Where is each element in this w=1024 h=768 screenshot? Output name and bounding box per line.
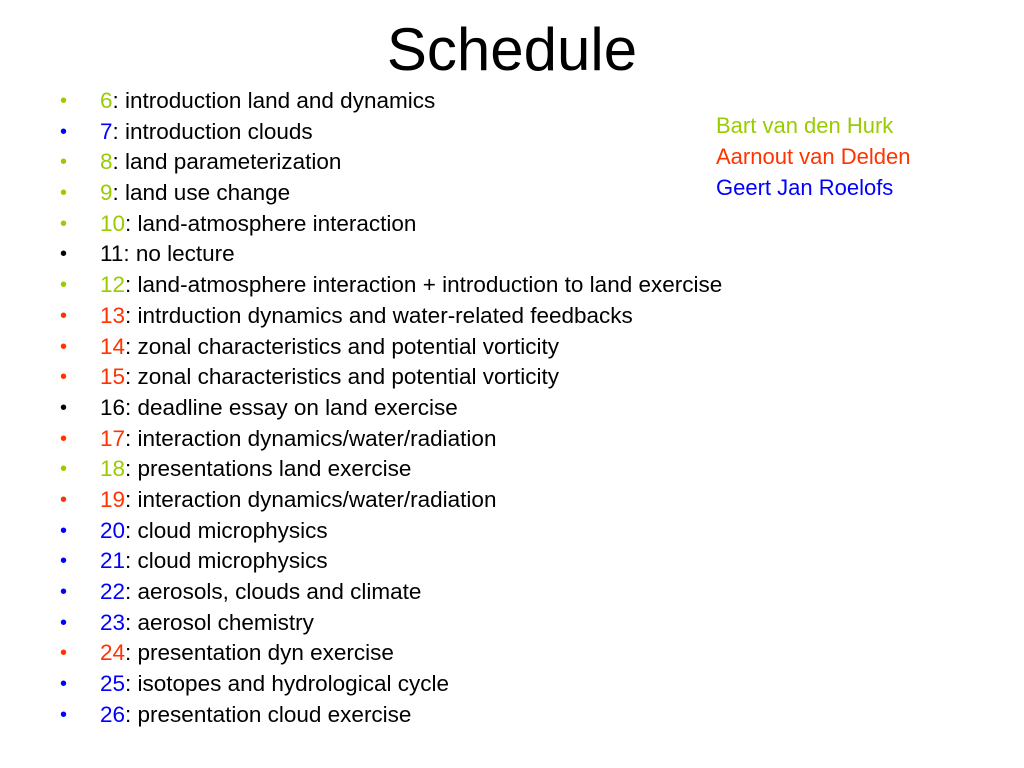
bullet-icon: • [60,458,68,481]
lecture-topic: : zonal characteristics and potential vorticity [125,333,559,359]
schedule-item [60,393,722,424]
lecture-topic: : land parameterization [112,149,342,175]
lecture-number: 20 [100,517,126,543]
bullet-icon: • [60,488,68,511]
presenter-name: Geert Jan Roelofs [716,175,894,200]
schedule-item [60,301,722,332]
lecture-number: 17 [100,425,126,451]
lecture-number: 8 [100,149,113,175]
bullet-icon: • [60,550,68,573]
schedule-item [60,454,722,485]
schedule-item [60,209,722,240]
lecture-topic: : land-atmosphere interaction + introduction to land exercise [125,272,723,298]
lecture-number: 21 [100,548,126,574]
page-title: Schedule [386,16,638,83]
lecture-number: 7 [100,118,113,144]
lecture-number: 14 [100,333,126,359]
lecture-topic: : introduction land and dynamics [112,88,436,113]
lecture-topic: : aerosols, clouds and climate [125,579,422,604]
lecture-number: 13 [100,302,126,328]
lecture-number: 11 [100,241,124,267]
lecture-topic: : zonal characteristics and potential vorticity [125,364,559,390]
bullet-icon: • [60,120,68,143]
bullet-icon: • [60,90,68,112]
schedule-item [60,239,722,270]
lecture-number: 26 [100,701,126,727]
schedule-item [60,608,722,639]
bullet-icon: • [60,243,68,266]
lecture-number: 6 [100,88,113,113]
lecture-number: 23 [100,609,126,635]
bullet-icon: • [60,581,68,603]
bullet-icon: • [60,304,68,327]
schedule-item [60,700,722,731]
lecture-number: 22 [100,579,126,604]
lecture-topic: : deadline essay on land exercise [125,394,458,420]
bullet-icon: • [60,642,68,665]
presenter-name: Bart van den Hurk [716,113,894,138]
lecture-topic: : cloud microphysics [125,548,328,574]
schedule-item [60,332,722,363]
lecture-topic: : interaction dynamics/water/radiation [125,425,497,451]
schedule-item [60,516,722,547]
schedule-item [60,270,722,301]
lecture-topic: : presentation dyn exercise [125,640,394,666]
lecture-topic: : intrduction dynamics and water-related feedbacks [125,302,633,328]
bullet-icon: • [60,673,68,696]
lecture-number: 25 [100,671,126,697]
lecture-topic: : aerosol chemistry [125,609,314,635]
lecture-number: 9 [100,180,113,206]
lecture-number: 10 [100,210,126,236]
lecture-topic: : no lecture [123,241,235,267]
bullet-icon: • [60,703,68,726]
lecture-topic: : land-atmosphere interaction [125,210,417,236]
lecture-topic: : interaction dynamics/water/radiation [125,486,497,512]
lecture-number: 24 [100,640,126,666]
lecture-topic: : land use change [112,180,291,206]
schedule-item [60,485,722,516]
lecture-topic: : presentations land exercise [125,456,412,482]
bullet-icon: • [60,396,68,419]
schedule-item [60,577,722,608]
lecture-number: 18 [100,456,126,482]
schedule-item [60,86,722,117]
lecture-topic: : introduction clouds [112,118,313,144]
presenter-list [716,110,910,203]
bullet-icon: • [60,366,68,389]
schedule-item [60,362,722,393]
lecture-topic: : presentation cloud exercise [125,701,412,727]
lecture-number: 16 [100,394,126,420]
bullet-icon: • [60,274,68,297]
schedule-item [60,424,722,455]
schedule-item [60,669,722,700]
bullet-icon: • [60,611,68,634]
lecture-number: 19 [100,486,126,512]
schedule-item [60,117,722,148]
schedule-item [60,178,722,209]
presenter-name: Aarnout van Delden [716,144,911,169]
bullet-icon: • [60,182,68,205]
schedule-item [60,147,722,178]
lecture-topic: : isotopes and hydrological cycle [125,671,449,697]
bullet-icon: • [60,212,68,235]
lecture-topic: : cloud microphysics [125,517,328,543]
bullet-icon: • [60,335,68,358]
lecture-number: 15 [100,364,126,390]
schedule-item [60,638,722,669]
bullet-icon: • [60,151,68,174]
schedule-list [60,86,722,730]
schedule-item [60,546,722,577]
bullet-icon: • [60,519,68,542]
lecture-number: 12 [100,272,126,298]
bullet-icon: • [60,427,68,450]
